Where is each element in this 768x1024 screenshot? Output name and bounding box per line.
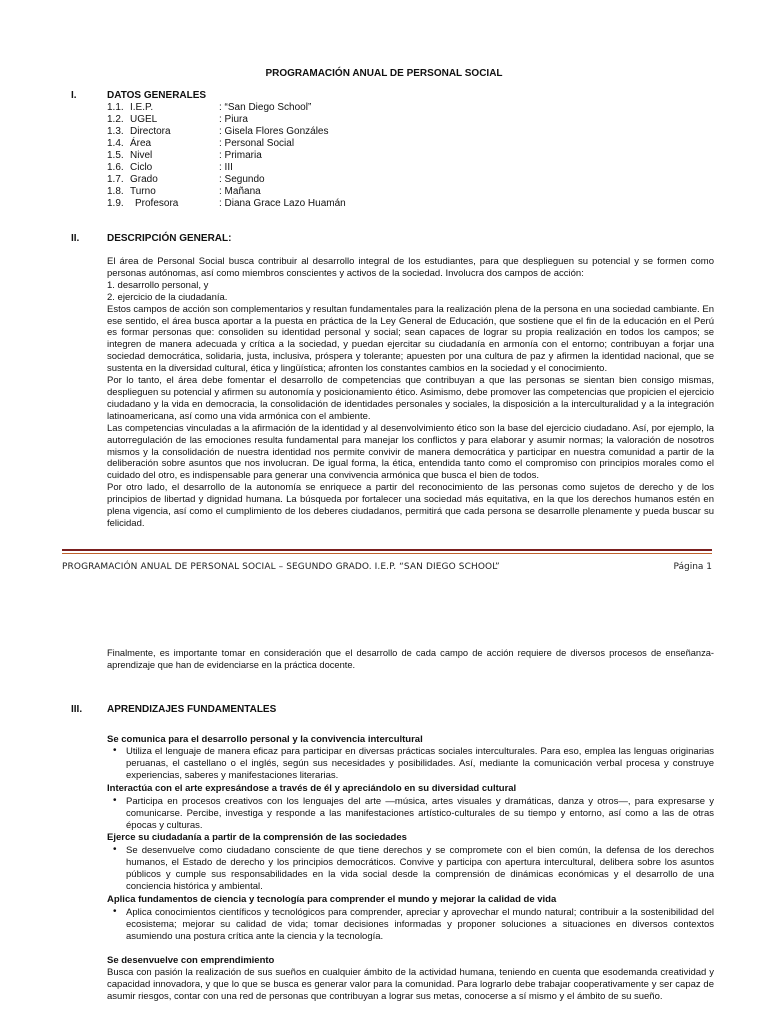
row-label: Grado xyxy=(130,174,158,185)
row-number: 1.2. xyxy=(107,114,124,125)
row-value: : Diana Grace Lazo Huamán xyxy=(219,198,346,209)
row-number: 1.9. xyxy=(107,198,124,209)
section-3-title: APRENDIZAJES FUNDAMENTALES xyxy=(107,704,277,715)
learning-text: Busca con pasión la realización de sus sueños en cualquier ámbito de la actividad humana, teniendo en cuenta que esodemanda creatividad y capacidad innovadora, y que lo que se busca es generar valor para la comunidad. Para lograrlo debe trabajar cooperativamente y ser capaz de asumir riesgos, contar con una red de personas que contribuyan a lograr sus metas, conocerse a sí mismo y el ámbito de su sueño. xyxy=(107,967,714,1002)
learning-heading: Aplica fundamentos de ciencia y tecnología para comprender el mundo y mejorar la calidad de vida xyxy=(107,894,557,905)
section-3-number: III. xyxy=(71,704,83,715)
page-title: PROGRAMACIÓN ANUAL DE PERSONAL SOCIAL xyxy=(265,68,503,79)
bullet: • xyxy=(113,844,117,855)
section-1-title: DATOS GENERALES xyxy=(107,90,207,101)
row-number: 1.6. xyxy=(107,162,124,173)
bullet: • xyxy=(113,906,117,917)
row-number: 1.5. xyxy=(107,150,124,161)
row-value: : III xyxy=(219,162,233,173)
row-value: : Primaria xyxy=(219,150,262,161)
description-paragraph: Por otro lado, el desarrollo de la autonomía se enriquece a partir del reconocimiento de las personas como sujetos de derecho y de los principios de libertad y dignidad humana. La búsqueda por fortalecer una sociedad más equitativa, en la que los derechos humanos estén en plena vigencia, así como el cumplimiento de los deberes ciudadanos, permitirá que cada persona se desarrolle plenamente y pueda buscar su felicidad. xyxy=(107,482,714,529)
row-label: Área xyxy=(130,138,152,149)
bullet: • xyxy=(113,795,117,806)
learning-heading: Se comunica para el desarrollo personal y la convivencia intercultural xyxy=(107,734,423,745)
action-field-item: 2. ejercicio de la ciudadanía. xyxy=(107,291,228,303)
page-number: Página 1 xyxy=(673,562,712,572)
action-field-item: 1. desarrollo personal, y xyxy=(107,279,209,291)
section-2-title: DESCRIPCIÓN GENERAL: xyxy=(107,233,232,244)
row-number: 1.4. xyxy=(107,138,124,149)
learning-text: Participa en procesos creativos con los lenguajes del arte —música, artes visuales y dramáticas, danza y otros—, para expresarse y comunicarse. Percibe, investiga y responde a las manifestaciones artístico-culturales de su tiempo y entorno, así como a las de otras épocas y culturas. xyxy=(126,796,714,831)
row-number: 1.8. xyxy=(107,186,124,197)
learning-heading: Ejerce su ciudadanía a partir de la comprensión de las sociedades xyxy=(107,832,407,843)
section-1-number: I. xyxy=(71,90,77,101)
row-value: : Piura xyxy=(219,114,248,125)
description-paragraph: Estos campos de acción son complementarios y resultan fundamentales para la realización plena de la persona en una sociedad cambiante. En ese sentido, el área busca aportar a la puesta en práctica de la Ley General de Educación, que sostiene que el fin de la educación en el Perú es formar personas que: consoliden su identidad personal y social; sean capaces de lograr su propia realización en todos los campos; se integren de manera adecuada y crítica a la sociedad, y puedan ejercitar su ciudadanía en armonía con el entorno; contribuyan a forjar una sociedad democrática, solidaria, justa, inclusiva, próspera y tolerante; apuesten por una cultura de paz y afirmen la identidad nacional, que se sustenta en la diversidad cultural, ética y lingüística; afronten los constantes cambios en la sociedad y el conocimiento. xyxy=(107,303,714,375)
row-label: Directora xyxy=(130,126,171,137)
row-value: : Personal Social xyxy=(219,138,295,149)
final-paragraph: Finalmente, es importante tomar en consideración que el desarrollo de cada campo de acción requiere de diversos procesos de enseñanza-aprendizaje que han de evidenciarse en la práctica docente. xyxy=(107,648,714,670)
description-paragraph: Por lo tanto, el área debe fomentar el desarrollo de competencias que contribuyan a que las personas se sientan bien consigo mismas, desplieguen su potencial y afirmen su autonomía y posicionamiento ético. Asimismo, debe promover las competencias que propicien el ejercicio ciudadano y la vida en democracia, la consolidación de identidades personales y sociales, la disposición a la interculturalidad y a la integración latinoamericana, así como una vida armónica con el ambiente. xyxy=(107,375,714,422)
row-value: : Gisela Flores Gonzáles xyxy=(219,126,329,137)
learning-text: Se desenvuelve como ciudadano consciente de que tiene derechos y se compromete con el bien común, la defensa de los derechos humanos, el Estado de derecho y los principios democráticos. Convive y participa con apertura intercultural, delibera sobre los asuntos públicos y cumple sus responsabilidades en la vida social desde la comprensión de dinámicas económicas y el desarrollo de una conciencia histórica y ambiental. xyxy=(126,845,714,892)
description-intro: El área de Personal Social busca contribuir al desarrollo integral de los estudiantes, para que desplieguen su potencial y se formen como personas autónomas, así como miembros conscientes y activos de la sociedad. Involucra dos campos de acción: xyxy=(107,256,714,279)
footer-text: PROGRAMACIÓN ANUAL DE PERSONAL SOCIAL – SEGUNDO GRADO. I.E.P. “SAN DIEGO SCHOOL” xyxy=(62,562,500,572)
row-label: Ciclo xyxy=(130,162,153,173)
footer-rule-light xyxy=(62,553,712,554)
footer-rule-dark xyxy=(62,549,712,551)
row-label: Turno xyxy=(130,186,156,197)
row-number: 1.3. xyxy=(107,126,124,137)
description-paragraph: Las competencias vinculadas a la afirmación de la identidad y al desenvolvimiento ético son la base del ejercicio ciudadano. Así, por ejemplo, la autorregulación de las emociones resulta fundamental para manejar los conflictos y para elaborar y asumir normas; la valoración de nosotros mismos y la consolidación de nuestra identidad nos permite convivir de manera democrática y participar en nuestra comunidad a partir de la deliberación sobre asuntos que nos involucran. De igual forma, la ética, entendida tanto como el compromiso con principios morales como el cuidado del otro, es indispensable para generar una convivencia armónica que busca el bien de todos. xyxy=(107,422,714,482)
row-number: 1.1. xyxy=(107,102,124,113)
learning-text: Aplica conocimientos científicos y tecnológicos para comprender, apreciar y aprovechar el mundo natural; contribuir a la sostenibilidad del ecosistema; mejorar su calidad de vida; tomar decisiones informadas y proponer soluciones a situaciones en diversos contextos asumiendo una postura crítica ante la ciencia y la tecnología. xyxy=(126,907,714,942)
row-value: : “San Diego School” xyxy=(219,102,312,113)
row-label: UGEL xyxy=(130,114,158,125)
description-body xyxy=(107,256,714,530)
bullet: • xyxy=(113,745,117,756)
learning-heading: Se desenvuelve con emprendimiento xyxy=(107,955,275,966)
row-label: I.E.P. xyxy=(130,102,154,113)
row-label: Nivel xyxy=(130,150,153,161)
row-value: : Segundo xyxy=(219,174,265,185)
row-value: : Mañana xyxy=(219,186,261,197)
learning-heading: Interactúa con el arte expresándose a través de él y apreciándolo en su diversidad cultural xyxy=(107,783,517,794)
row-label: Profesora xyxy=(135,198,179,209)
learning-text: Utiliza el lenguaje de manera eficaz para participar en diversas prácticas sociales interculturales. Para eso, emplea las lenguas originarias peruanas, el castellano o el inglés, según sus necesidades y posibilidades. Así, mediante la comunicación verbal procesa y construye experiencias, saberes y manifestaciones literarias. xyxy=(126,746,714,781)
section-2-number: II. xyxy=(71,233,80,244)
row-number: 1.7. xyxy=(107,174,124,185)
